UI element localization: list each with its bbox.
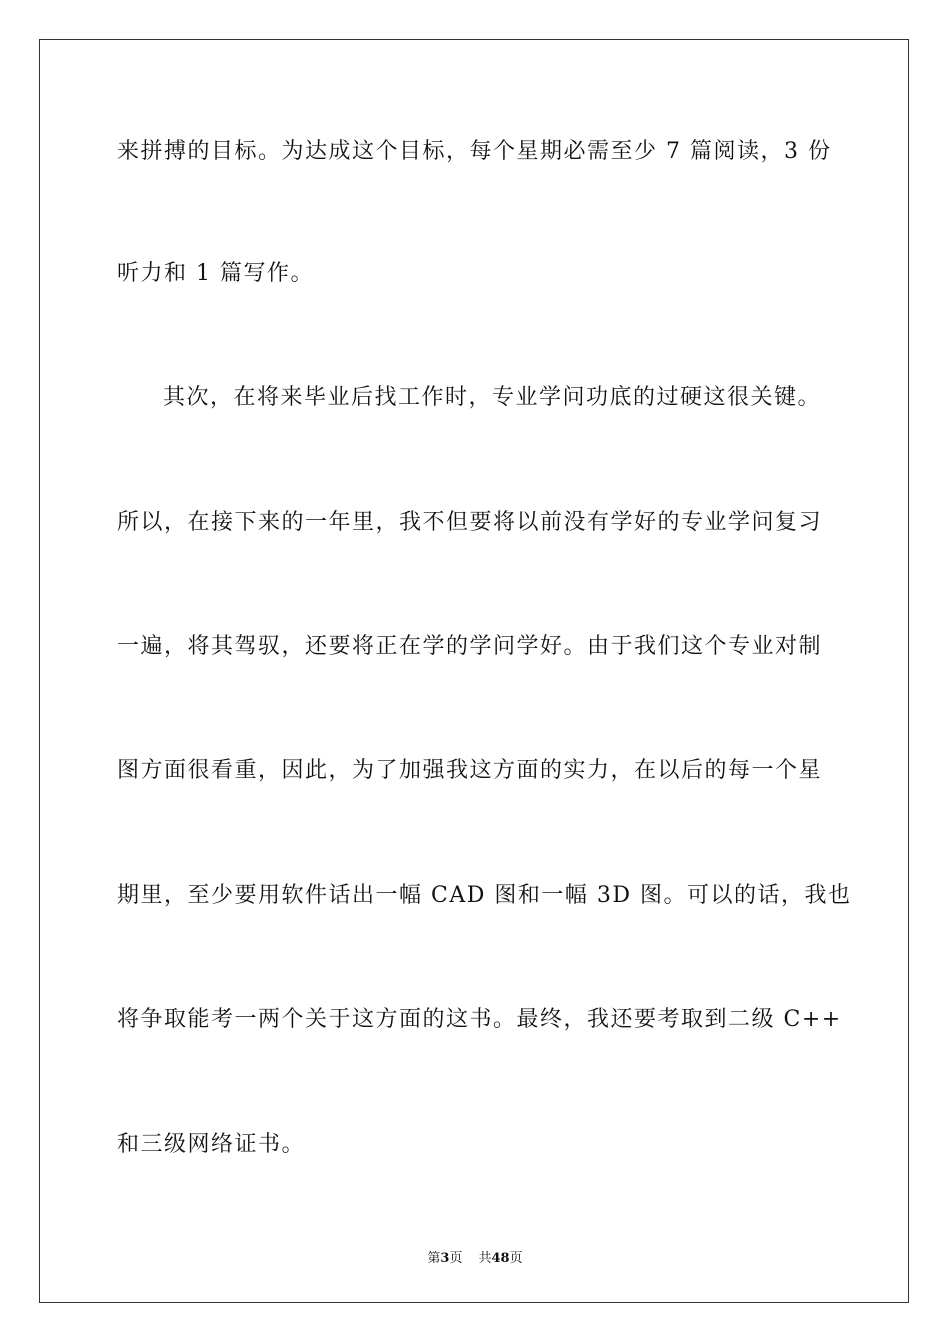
page-suffix: 页: [449, 1251, 463, 1266]
paragraph-line: 图方面很看重，因此，为了加强我这方面的实力，在以后的每一个星: [117, 758, 823, 783]
paragraph-line: 和三级网络证书。: [117, 1132, 306, 1157]
paragraph-line: 其次，在将来毕业后找工作时，专业学问功底的过硬这很关键。: [163, 385, 822, 410]
page-border: [39, 39, 909, 1303]
page-prefix: 第: [427, 1251, 441, 1266]
paragraph-line: 将争取能考一两个关于这方面的这书。最终，我还要考取到二级 C++: [117, 1007, 842, 1032]
page-footer: [0, 1247, 950, 1266]
paragraph-line: 期里，至少要用软件话出一幅 CAD 图和一幅 3D 图。可以的话，我也: [117, 883, 852, 908]
total-pages: 48: [491, 1251, 510, 1266]
paragraph-line: 一遍，将其驾驭，还要将正在学的学问学好。由于我们这个专业对制: [117, 634, 823, 659]
total-prefix: 共: [478, 1251, 492, 1266]
paragraph-line: 来拼搏的目标。为达成这个目标，每个星期必需至少 7 篇阅读，3 份: [117, 139, 832, 164]
total-suffix: 页: [509, 1251, 523, 1266]
paragraph-line: 所以，在接下来的一年里，我不但要将以前没有学好的专业学问复习: [117, 510, 823, 535]
paragraph-line: 听力和 1 篇写作。: [117, 261, 314, 286]
page-number: 3: [440, 1251, 450, 1266]
